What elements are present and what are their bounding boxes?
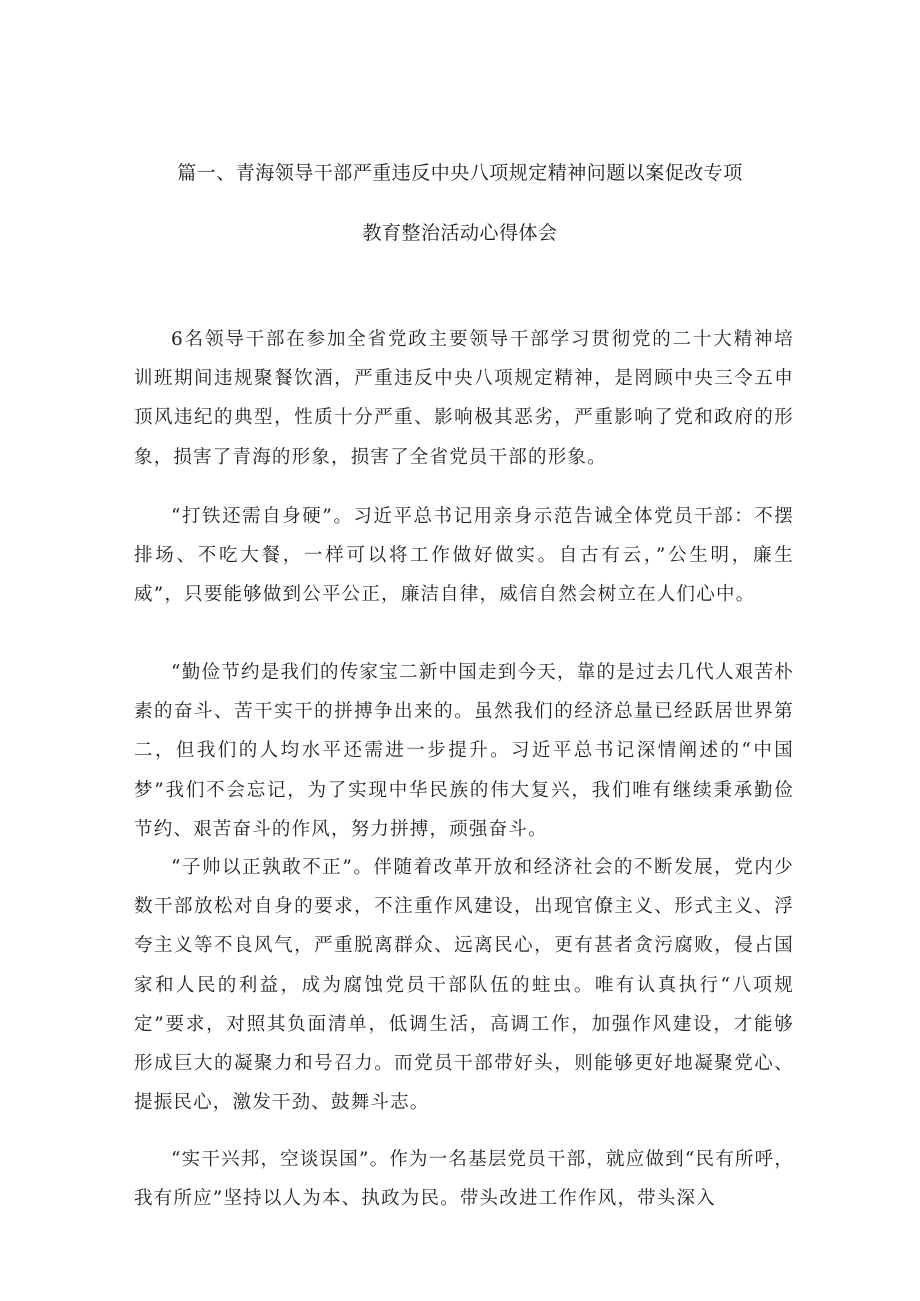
paragraph-1: 6名领导干部在参加全省党政主要领导干部学习贯彻党的二十大精神培训班期间违规聚餐饮酒，严重违反中央八项规定精神，是罔顾中央三令五申顶风违纪的典型，性质十分严重、影响极其恶劣，严重影响了党和政府的形象，损害了青海的形象，损害了全省党员干部的形象。	[134, 329, 794, 468]
paragraph-2: “打铁还需自身硬”。习近平总书记用亲身示范告诫全体党员干部：不摆排场、不吃大餐，一样可以将工作做好做实。自古有云，”公生明，廉生威”，只要能够做到公平公正，廉洁自律，威信自然会树立在人们心中。	[134, 506, 794, 606]
document-title-line-2: 教育整治活动心得体会	[362, 222, 558, 244]
paragraph-4: “子帅以正孰敢不正”。伴随着改革开放和经济社会的不断发展，党内少数干部放松对自身的要求，不注重作风建设，出现官僚主义、形式主义、浮夸主义等不良风气，严重脱离群众、远离民心，更有甚者贪污腐败，侵占国家和人民的利益，成为腐蚀党员干部队伍的蛀虫。唯有认真执行“八项规定”要求，对照其负面清单，低调生活，高调工作，加强作风建设，才能够形成巨大的凝聚力和号召力。而党员干部带好头，则能够更好地凝聚党心、提振民心，激发干劲、鼓舞斗志。	[134, 857, 794, 1114]
paragraph-5: “实干兴邦，空谈误国”。作为一名基层党员干部，就应做到“民有所呼，我有所应”坚持以人为本、执政为民。带头改进工作作风，带头深入	[134, 1149, 794, 1210]
paragraph-3: “勤俭节约是我们的传家宝二新中国走到今天，靠的是过去几代人艰苦朴素的奋斗、苦干实干的拼搏争出来的。虽然我们的经济总量已经跃居世界第二，但我们的人均水平还需进一步提升。习近平总书记深情阐述的“中国梦”我们不会忘记，为了实现中华民族的伟大复兴，我们唯有继续秉承勤俭节约、艰苦奋斗的作风，努力拼搏，顽强奋斗。	[134, 662, 794, 840]
document-title-line-1: 篇一、青海领导干部严重违反中央八项规定精神问题以案促改专项	[177, 162, 743, 184]
